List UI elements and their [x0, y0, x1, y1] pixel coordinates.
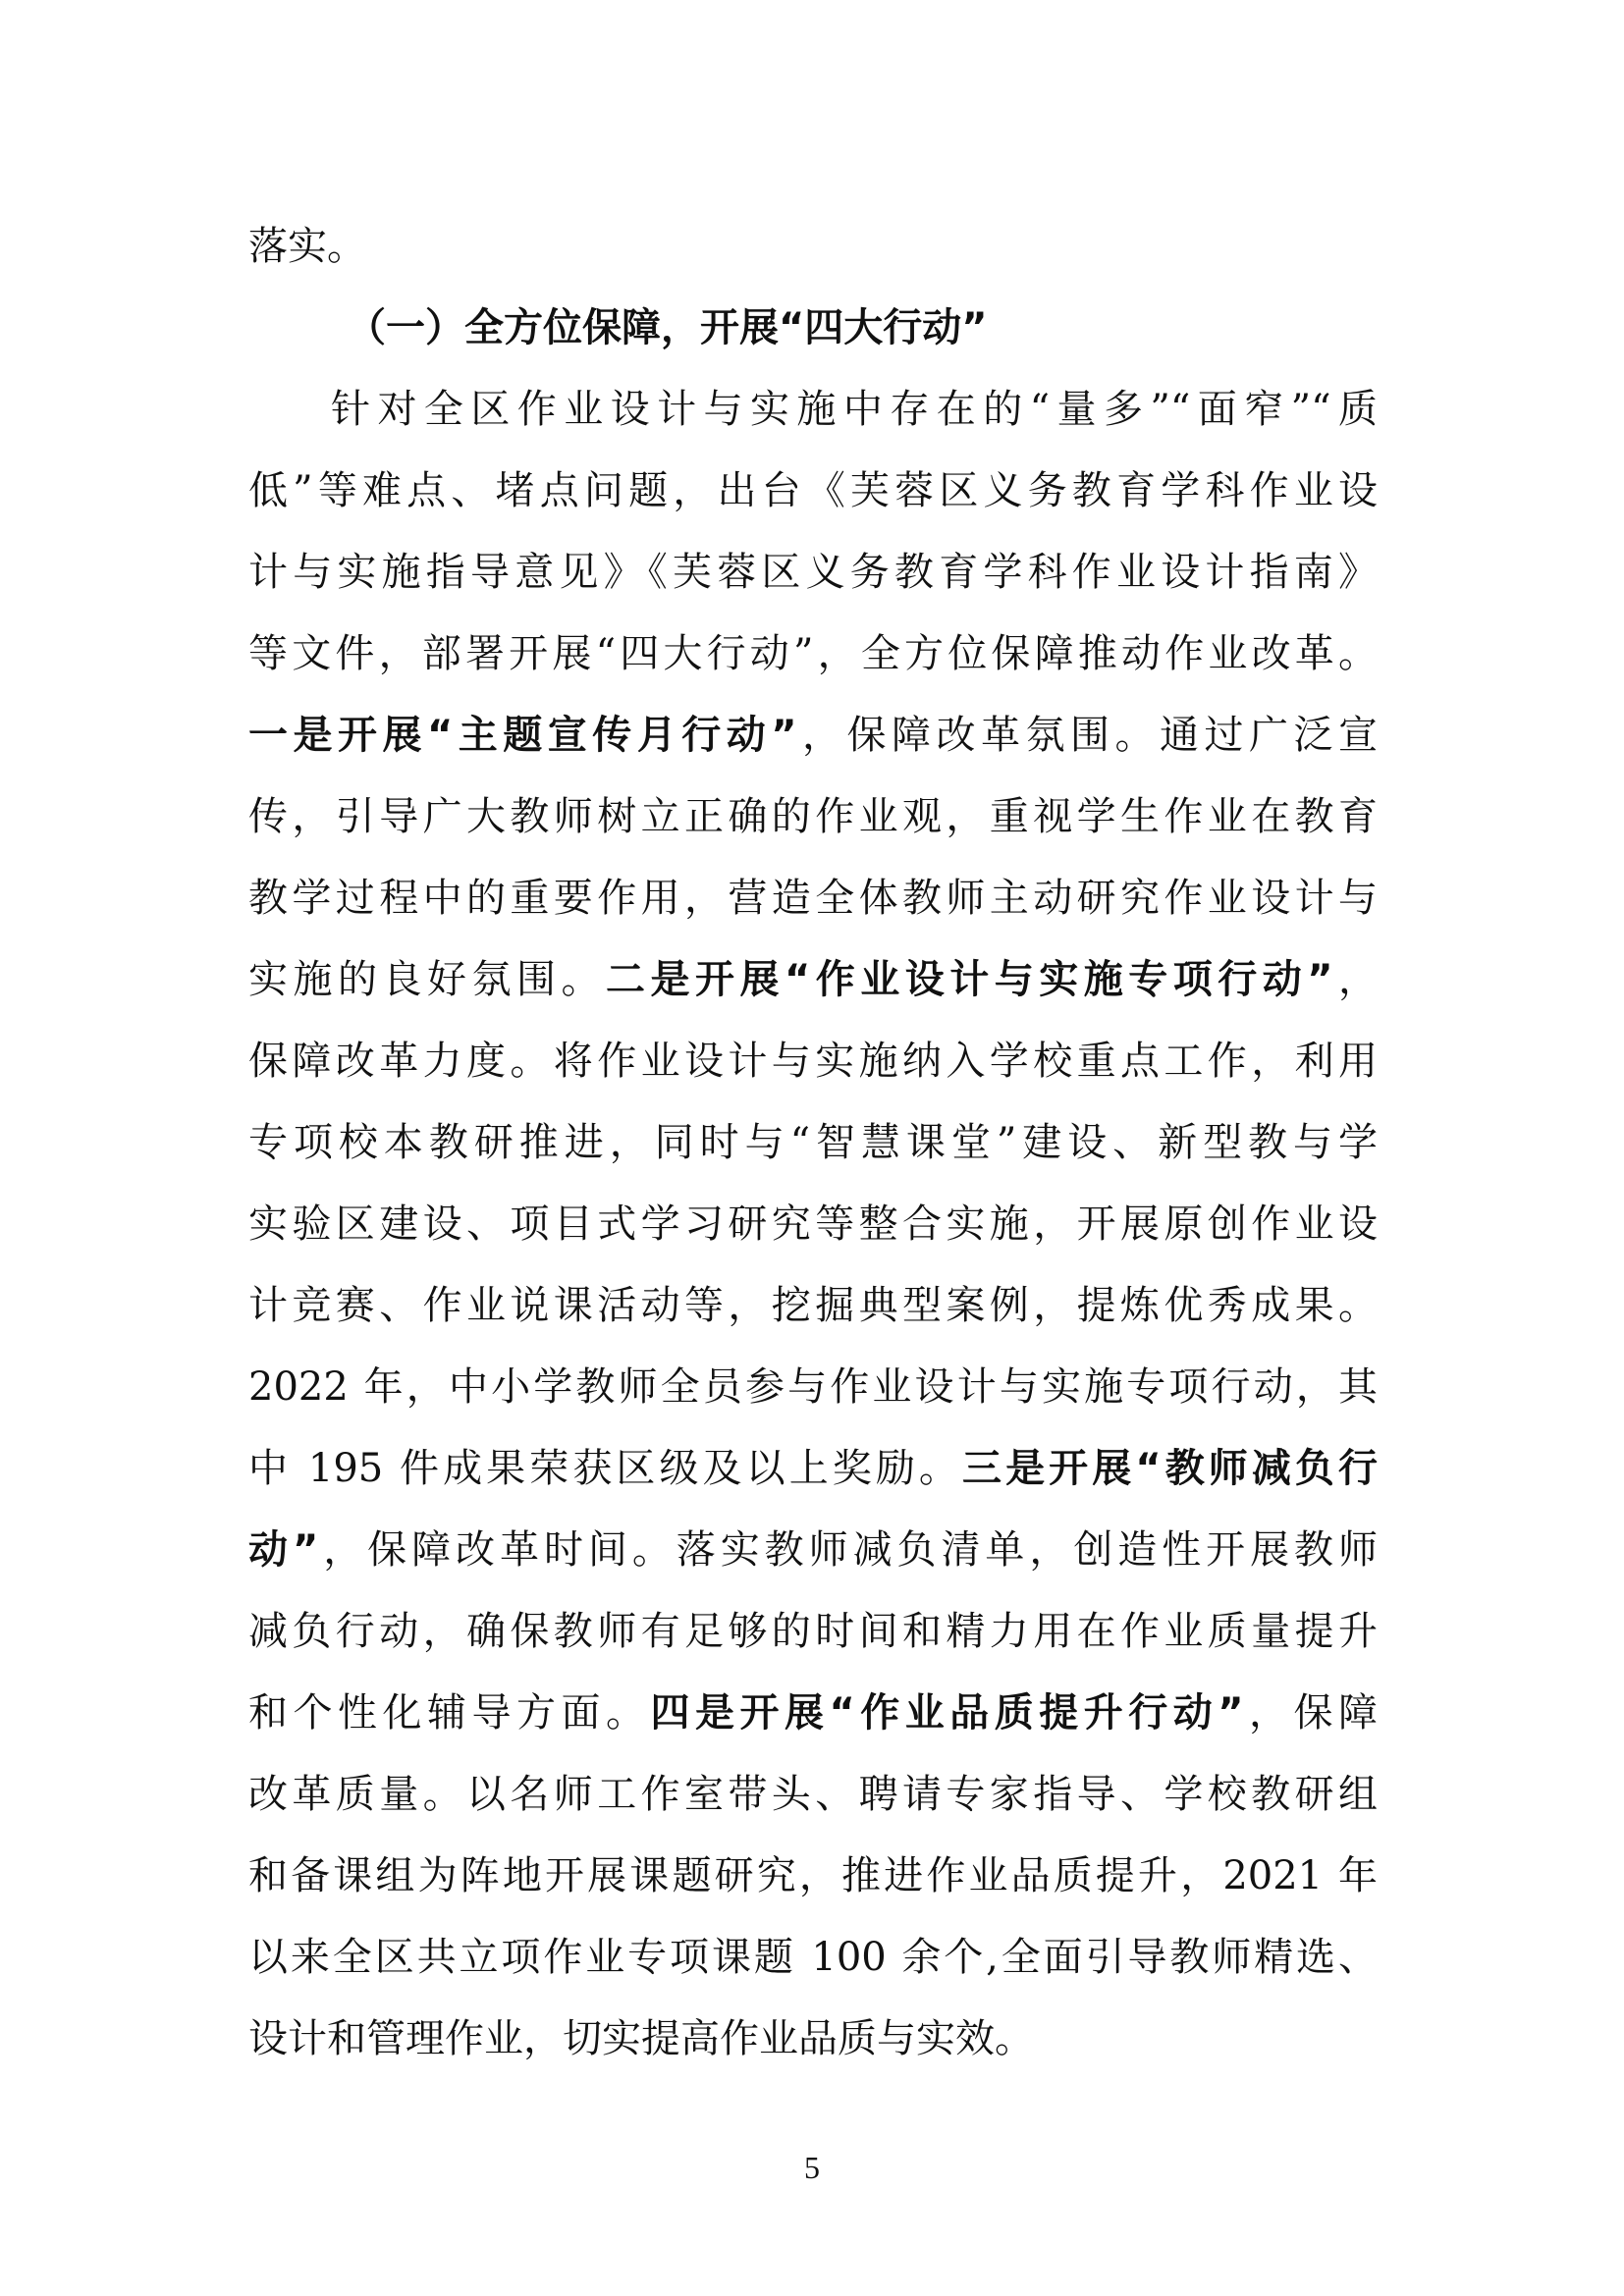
text-segment: 专项校本教研推进，同时与“智慧课堂”建设、新型教与学 [248, 1120, 1378, 1165]
text-line [248, 1347, 1378, 1428]
text-line [248, 1754, 1378, 1836]
text-line [248, 1021, 1378, 1102]
text-segment: 传，引导广大教师树立正确的作业观，重视学生作业在教育 [248, 794, 1378, 839]
text-segment: 计与实施指导意见》《芙蓉区义务教育学科作业设计指南》 [248, 550, 1378, 595]
text-line [248, 1673, 1378, 1754]
text-segment: 和个性化辅导方面。 [248, 1690, 651, 1735]
text-line [248, 695, 1378, 776]
text-segment: 保障改革力度。将作业设计与实施纳入学校重点工作，利用 [248, 1039, 1378, 1084]
text-segment: 中 195 件成果荣获区级及以上奖励。 [248, 1446, 963, 1491]
section-heading-text: （一）全方位保障，开展“四大行动” [347, 305, 988, 350]
text-segment: 等文件，部署开展“四大行动”，全方位保障推动作业改革。 [248, 631, 1378, 676]
text-line [248, 451, 1378, 532]
action-three-label-end: 动” [248, 1527, 319, 1573]
text-segment: 实施的良好氛围。 [248, 957, 606, 1002]
action-three-label: 三是开展“教师减负行 [962, 1446, 1378, 1491]
text-segment: 以来全区共立项作业专项课题 100 余个,全面引导教师精选、 [248, 1935, 1378, 1980]
text-line [248, 1917, 1378, 1999]
text-segment: 和备课组为阵地开展课题研究，推进作业品质提升，2021 年 [248, 1853, 1378, 1898]
text-line [248, 206, 1378, 288]
text-line [248, 1102, 1378, 1184]
text-line [248, 1510, 1378, 1591]
page-number: 5 [804, 2150, 820, 2185]
text-segment: 减负行动，确保教师有足够的时间和精力用在作业质量提升 [248, 1609, 1378, 1654]
action-two-label: 二是开展“作业设计与实施专项行动” [605, 957, 1333, 1002]
text-segment: 教学过程中的重要作用，营造全体教师主动研究作业设计与 [248, 876, 1378, 921]
text-segment: 计竞赛、作业说课活动等，挖掘典型案例，提炼优秀成果。 [248, 1283, 1378, 1328]
text-segment: 改革质量。以名师工作室带头、聘请专家指导、学校教研组 [248, 1772, 1378, 1817]
text-segment: ，保障改革氛围。通过广泛宣 [796, 713, 1379, 758]
document-body [248, 206, 1378, 2080]
text-line [248, 776, 1378, 858]
text-segment: ， [1332, 957, 1379, 1002]
text-line [248, 939, 1378, 1021]
text-segment: 针对全区作业设计与实施中存在的“量多”“面窄”“质 [331, 387, 1378, 432]
text-segment: 2022 年，中小学教师全员参与作业设计与实施专项行动，其 [248, 1364, 1378, 1410]
action-four-label: 四是开展“作业品质提升行动” [650, 1690, 1244, 1735]
action-one-label: 一是开展“主题宣传月行动” [248, 713, 797, 758]
text-line [248, 369, 1378, 451]
text-segment: 落实。 [248, 224, 366, 269]
text-segment: 低”等难点、堵点问题，出台《芙蓉区义务教育学科作业设 [248, 468, 1378, 513]
text-line [248, 1999, 1378, 2080]
section-heading [248, 288, 1378, 369]
text-segment: 实验区建设、项目式学习研究等整合实施，开展原创作业设 [248, 1201, 1378, 1247]
text-line [248, 1591, 1378, 1673]
text-line [248, 1265, 1378, 1347]
text-line [248, 1184, 1378, 1265]
text-segment: 设计和管理作业，切实提高作业品质与实效。 [248, 2016, 1034, 2061]
text-line [248, 614, 1378, 695]
text-line [248, 858, 1378, 939]
text-line [248, 1428, 1378, 1510]
text-segment: ，保障改革时间。落实教师减负清单，创造性开展教师 [318, 1527, 1379, 1573]
text-segment: ，保障 [1243, 1690, 1379, 1735]
text-line [248, 1836, 1378, 1917]
text-line [248, 532, 1378, 614]
